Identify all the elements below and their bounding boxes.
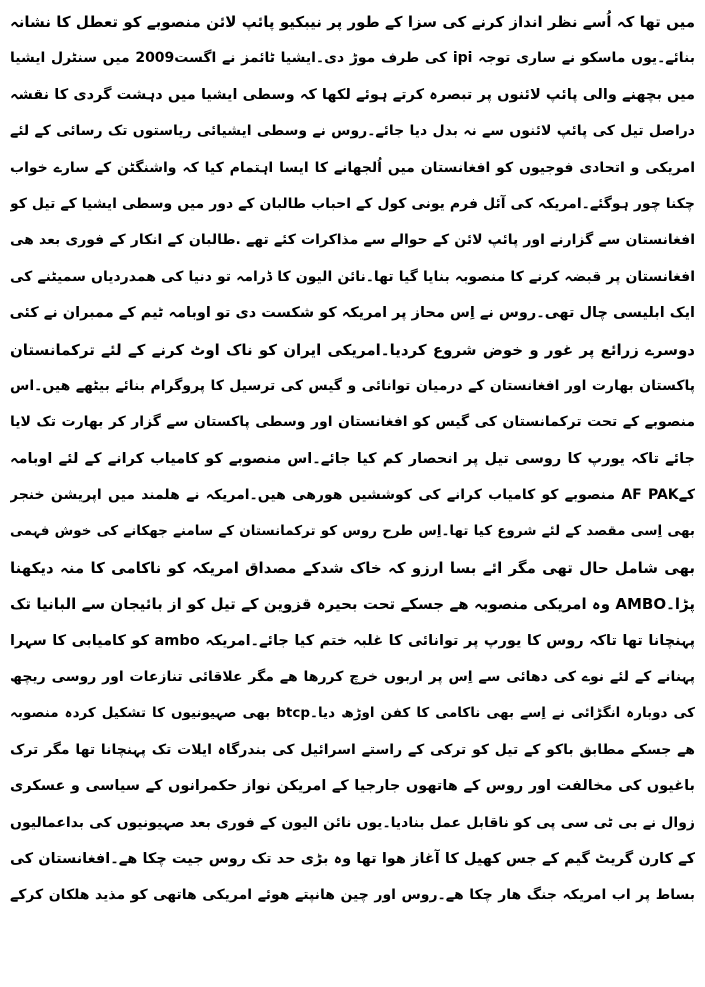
- text-line: کی دوبارہ انگڑائی نے اِسے بھی ناکامی کا کفن اوڑھ دیا۔btcp بھی صہیونیوں کا تشکیل کردہ منصوبہ: [10, 705, 695, 722]
- text-line: دراصل تیل کی پائپ لائنوں سے نہ بدل دیا جائے۔روس نے وسطی ایشیائی ریاستوں تک رسائی کے لئے: [10, 123, 695, 140]
- text-line: پاکستان بھارت اور افغانستان کے درمیان توانائی و گیس کی ترسیل کا پروگرام بنائے بیٹھے ھیں۔اس: [10, 377, 695, 394]
- text-line: باغیوں کی مخالفت اور روس کے ھاتھوں جارجیا کے امریکن نواز حکمرانوں کے سیاسی و عسکری: [10, 778, 695, 795]
- text-line: میں بچھنے والی پائپ لائنوں پر تبصرہ کرتے ہوئے لکھا کہ وسطی ایشیا میں دہشت گردی کا نقشہ: [10, 86, 695, 103]
- text-line: زوال نے بی ٹی سی پی کو ناقابل عمل بنادیا۔یوں نائن الیون کے فوری بعد صہیونیوں کی بداعمالیوں: [10, 814, 695, 831]
- text-line: ھے جسکے مطابق باکو کے تیل کو ترکی کے راستے اسرائیل کی بندرگاہ ایلات تک پہنچانا تھا مگر ترک: [10, 741, 695, 758]
- text-line: امریکی و اتحادی فوجیوں کو افغانستان میں اُلجھانے کا ایسا اہتمام کیا کہ واشنگٹن کے سارے خواب: [10, 159, 695, 176]
- text-line: بھی اِسی مقصد کے لئے شروع کیا تھا۔اِس طرح روس کو ترکمانستان کے سامنے جھکانے کی خوش فہمی: [10, 523, 695, 540]
- text-line: چکنا چور ہوگئے۔امریکہ کی آئل فرم یونی کول کے احباب طالبان کے دور میں وسطی ایشیا کے تیل کو: [10, 195, 695, 212]
- text-line: بھی شامل حال تھی مگر ائے بسا ارزو کہ خاک شدکے مصداق امریکہ کو ناکامی کا منہ دیکھنا: [10, 558, 695, 577]
- text-line: پہنچانا تھا تاکہ روس کا یورپ پر توانائی کا غلبہ ختم کیا جائے۔امریکہ ambo کو کامیابی کا سہرا: [10, 632, 695, 649]
- article-body: [10, 4, 695, 914]
- text-line: میں تھا کہ اُسے نظر انداز کرنے کی سزا کے طور پر نیبکیو پائپ لائن منصوبے کو تعطل کا نشانہ: [10, 13, 695, 31]
- text-line: بساط پر اب امریکہ جنگ ھار چکا ھے۔روس اور چین ھانپتے ھوئے امریکی ھاتھی کو مذید ھلکان کرکے: [10, 887, 695, 904]
- text-line: بنائے۔یوں ماسکو نے ساری توجہ ipi کی طرف موڑ دی۔ایشیا ٹائمز نے اگست2009 میں سنٹرل ایشیا: [10, 50, 695, 67]
- text-line: افغانستان سے گزارنے اور پائپ لائن کے حوالے سے مذاکرات کئے تھے .طالبان کے انکار کے فوری بعد ھی: [10, 232, 695, 249]
- text-line: ایک ابلیسی چال تھی۔روس نے اِس محاز پر امریکہ کو شکست دی تو اوبامہ ٹیم کے ممبران نے کئی: [10, 305, 695, 322]
- text-line: پہنانے کے لئے نوے کی دھائی سے اِس پر اربوں خرچ کررھا ھے مگر علاقائی تنازعات اور روسی ریچھ: [10, 669, 695, 686]
- text-line: افغانستان پر قبضہ کرنے کا منصوبہ بنایا گیا تھا۔نائن الیون کا ڈرامہ تو دنیا کی ھمدردیاں سمیٹنے کی: [10, 268, 695, 285]
- text-line: کےAF PAK منصوبے کو کامیاب کرانے کی کوششیں ھورھی ھیں۔امریکہ نے ھلمند میں اپریشن خنجر: [10, 487, 695, 504]
- text-line: جائے تاکہ یورپ کا روسی تیل پر انحصار کم کیا جائے۔اس منصوبے کو کامیاب کرانے کے لئے اوبامہ: [10, 450, 695, 467]
- text-line: کے کارن گریٹ گیم کے جس کھیل کا آغاز ھوا تھا وہ بڑی حد تک روس جیت چکا ھے۔افغانستان کی: [10, 850, 695, 867]
- text-line: منصوبے کے تحت ترکمانستان کی گیس کو افغانستان اور وسطی پاکستان سے گزار کر بھارت تک لایا: [10, 414, 695, 431]
- text-line: پڑا۔AMBO وہ امریکی منصوبہ ھے جسکے تحت بحیرہ قزوین کے تیل کو از بائیجان سے البانیا تک: [10, 595, 695, 614]
- text-line: دوسرے زرائع پر غور و خوض شروع کردیا۔امریکی ایران کو ناک اوٹ کرنے کے لئے ترکمانستان: [10, 340, 695, 359]
